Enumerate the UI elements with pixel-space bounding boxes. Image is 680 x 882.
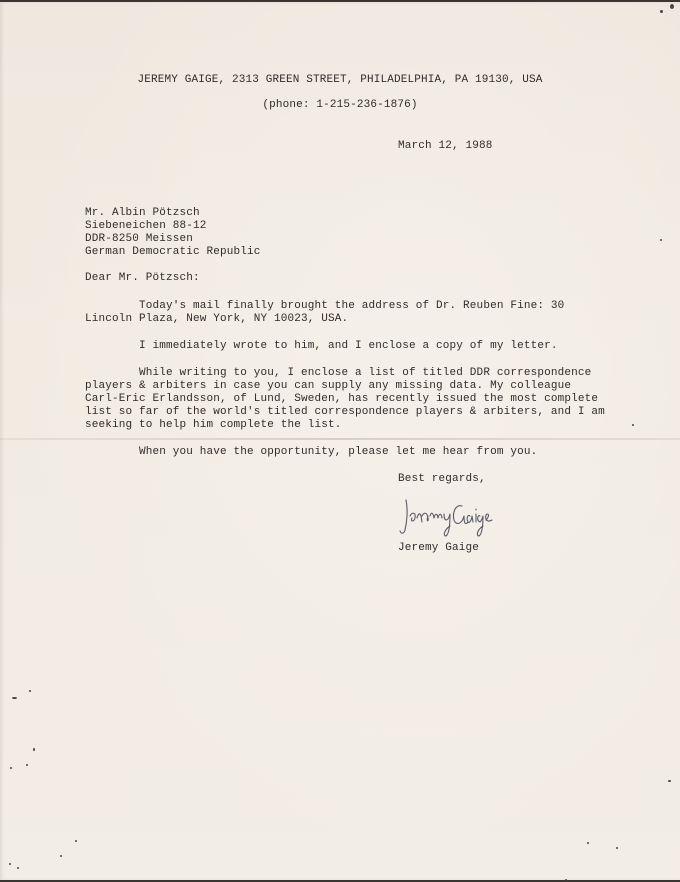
paper-speck <box>60 855 62 857</box>
body-line: Lincoln Plaza, New York, NY 10023, USA. <box>85 313 349 325</box>
paper-speck <box>33 748 35 751</box>
letterhead-address: JEREMY GAIGE, 2313 GREEN STREET, PHILADELPHIA, PA 19130, USA <box>137 74 543 86</box>
body-line: list so far of the world's titled correspondence players & arbiters, and I am <box>85 406 605 418</box>
letterhead-phone: (phone: 1-215-236-1876) <box>262 99 418 111</box>
letter-date: March 12, 1988 <box>398 140 493 152</box>
letter-page <box>0 2 680 880</box>
paper-speck <box>75 840 77 842</box>
body-line: seeking to help him complete the list. <box>85 419 342 431</box>
paper-speck <box>587 842 589 844</box>
paper-speck <box>660 239 662 241</box>
salutation: Dear Mr. Pötzsch: <box>85 272 200 284</box>
closing: Best regards, <box>398 473 486 485</box>
paper-speck <box>565 879 567 881</box>
recipient-street: Siebeneichen 88-12 <box>85 220 207 232</box>
paper-speck <box>12 697 17 699</box>
recipient-country: German Democratic Republic <box>85 246 261 258</box>
paper-fold-line <box>0 438 680 440</box>
recipient-city: DDR-8250 Meissen <box>85 233 194 245</box>
paper-speck <box>632 424 634 426</box>
body-line: Today's mail finally brought the address of Dr. Reuben Fine: 30 <box>85 300 565 312</box>
paper-speck <box>616 847 618 849</box>
paper-speck <box>17 867 19 869</box>
body-line: Carl-Eric Erlandsson, of Lund, Sweden, has recently issued the most complete <box>85 393 599 405</box>
paper-speck <box>668 780 671 782</box>
typed-signer-name: Jeremy Gaige <box>398 542 480 554</box>
body-line: When you have the opportunity, please let me hear from you. <box>85 446 538 458</box>
paper-speck <box>670 4 674 9</box>
paper-speck <box>26 764 28 766</box>
paper-speck <box>9 863 11 865</box>
handwritten-signature <box>398 496 498 540</box>
body-line: While writing to you, I enclose a list of titled DDR correspondence <box>85 367 592 379</box>
paper-speck <box>10 767 12 769</box>
recipient-name: Mr. Albin Pötzsch <box>85 207 200 219</box>
paper-speck <box>29 690 31 692</box>
paper-speck <box>660 10 663 13</box>
body-line: I immediately wrote to him, and I enclose a copy of my letter. <box>85 340 558 352</box>
body-line: players & arbiters in case you can supply any missing data. My colleague <box>85 380 572 392</box>
